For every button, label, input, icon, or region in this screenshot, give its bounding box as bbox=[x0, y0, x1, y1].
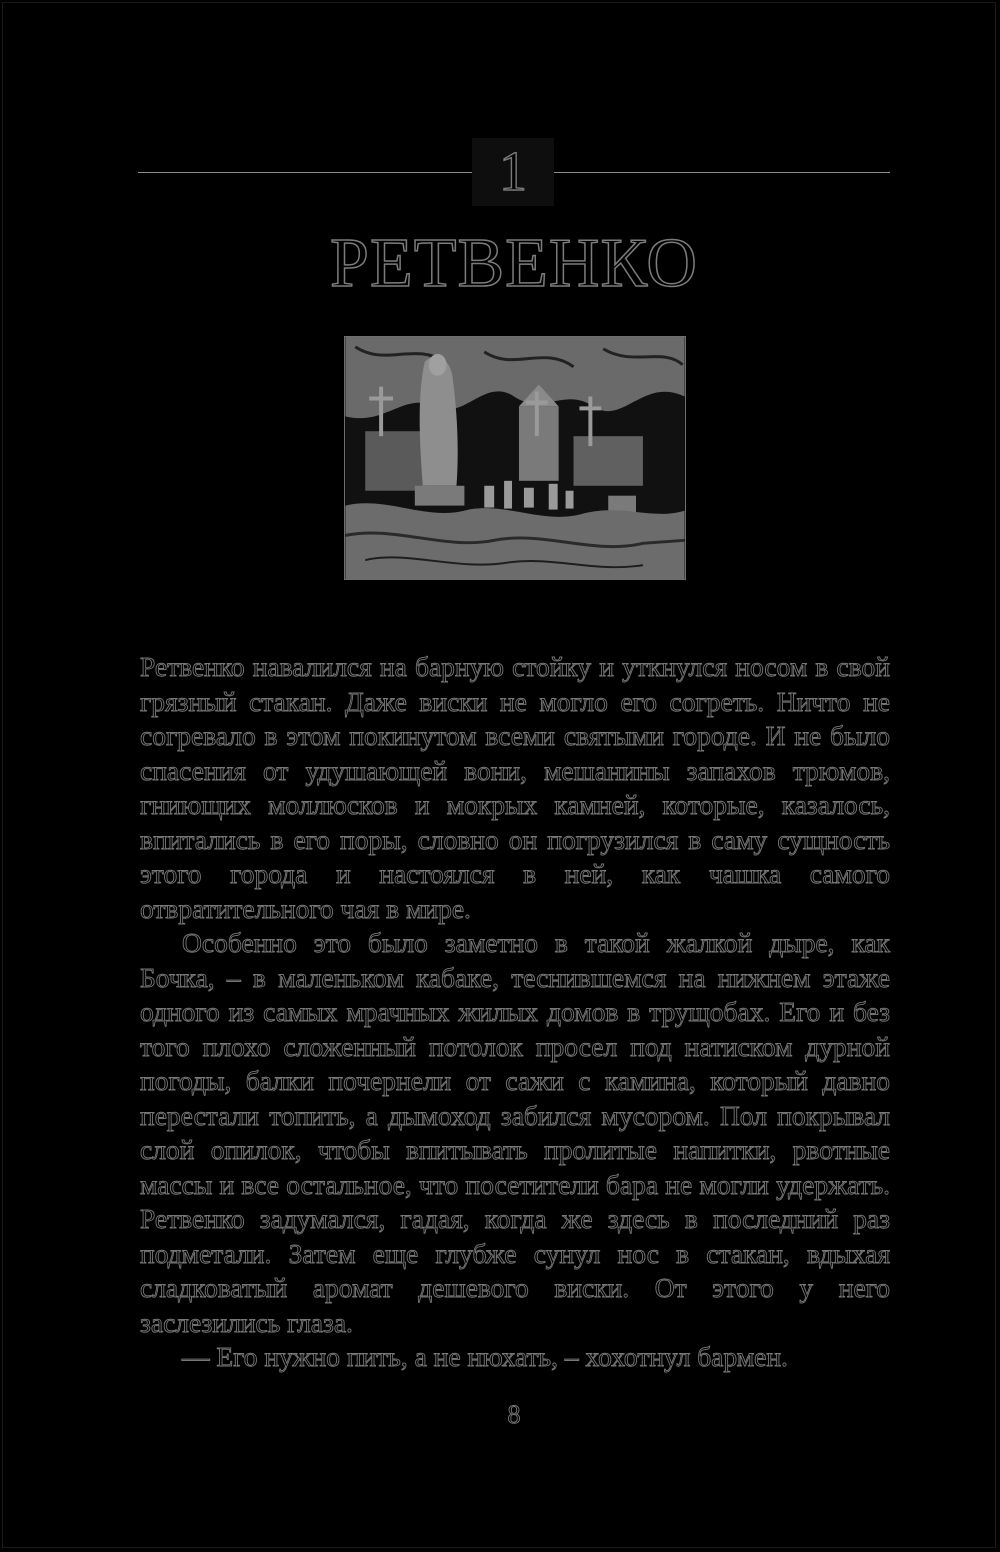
cemetery-engraving-image bbox=[345, 337, 685, 579]
chapter-number: 1 bbox=[472, 138, 554, 206]
chapter-illustration bbox=[344, 336, 686, 580]
body-text bbox=[140, 650, 890, 1375]
header-rule-right bbox=[554, 172, 890, 173]
page-number: 8 bbox=[507, 1400, 521, 1429]
dialogue-paragraph: — Его нужно пить, а не нюхать, – хохотнул бармен. bbox=[182, 1341, 788, 1372]
paragraph: Ретвенко навалился на барную стойку и уткнулся носом в свой грязный стакан. Даже виски не могло его согреть. Ничто не согревало в этом покинутом всеми святыми городе. И не было спасения от удушающей вони, мешанины запахов трюмов, гниющих моллюсков и мокрых камней, которые, казалось, впитались в его поры, словно он погрузился в саму сущность этого города и настоялся в ней, как чашка самого отвратительного чая в мире. bbox=[140, 651, 890, 924]
paragraph: Особенно это было заметно в такой жалкой дыре, как Бочка, – в маленьком кабаке, теснившемся на нижнем этаже одного из самых мрачных жилых домов в трущобах. Его и без того плохо сложенный потолок просел под натиском дурной погоды, балки почернели от сажи с камина, который давно перестали топить, а дымоход забился мусором. Пол покрывал слой опилок, чтобы впитывать пролитые напитки, рвотные массы и все остальное, что посетители бара не могли удержать. Ретвенко задумался, гадая, когда же здесь в последний раз подметали. Затем еще глубже сунул нос в стакан, вдыхая сладковатый аромат дешевого виски. От этого у него заслезились глаза. bbox=[140, 927, 890, 1338]
chapter-header bbox=[138, 138, 890, 208]
chapter-title: РЕТВЕНКО bbox=[330, 225, 698, 302]
header-rule-left bbox=[138, 172, 472, 173]
